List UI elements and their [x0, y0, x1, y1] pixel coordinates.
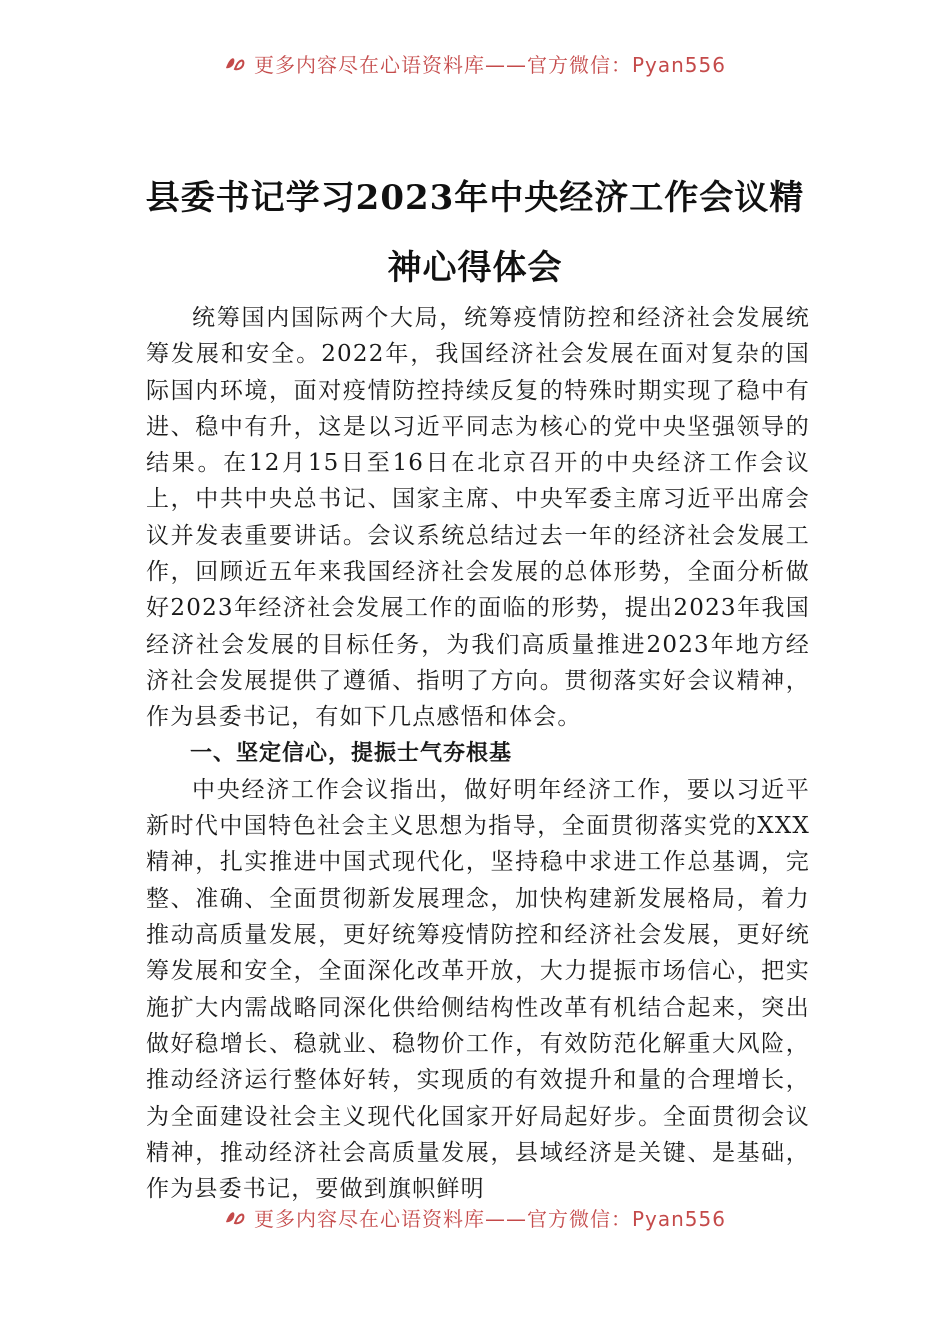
paragraph-section-1: 中央经济工作会议指出，做好明年经济工作，要以习近平新时代中国特色社会主义思想为指导，全面贯彻落实党的XXX精神，扎实推进中国式现代化，坚持稳中求进工作总基调，完整、准确、全面贯彻新发展理念，加快构建新发展格局，着力推动高质量发展，更好统筹疫情防控和经济社会发展，更好统筹发展和安全，全面深化改革开放，大力提振市场信心，把实施扩大内需战略同深化供给侧结构性改革有机结合起来，突出做好稳增长、稳就业、稳物价工作，有效防范化解重大风险，推动经济运行整体好转，实现质的有效提升和量的合理增长，为全面建设社会主义现代化国家开好局起好步。全面贯彻会议精神，推动经济社会高质量发展，县域经济是关键、是基础，作为县委书记，要做到旗帜鲜明 — [146, 776, 810, 1203]
section-heading-1: 一、坚定信心，提振士气夯根基 — [190, 740, 513, 766]
document-title-line-1: 县委书记学习2023年中央经济工作会议精 — [145, 178, 805, 218]
paragraph-intro: 统筹国内国际两个大局，统筹疫情防控和经济社会发展统筹发展和安全。2022年，我国经济社会发展在面对复杂的国际国内环境，面对疫情防控持续反复的特殊时期实现了稳中有进、稳中有升，这是以习近平同志为核心的党中央坚强领导的结果。在12月15日至16日在北京召开的中央经济工作会议上，中共中央总书记、国家主席、中央军委主席习近平出席会议并发表重要讲话。会议系统总结过去一年的经济社会发展工作，回顾近五年来我国经济社会发展的总体形势，全面分析做好2023年经济社会发展工作的面临的形势，提出2023年我国经济社会发展的目标任务，为我们高质量推进2023年地方经济社会发展提供了遵循、指明了方向。贯彻落实好会议精神，作为县委书记，有如下几点感悟和体会。 — [146, 305, 810, 731]
footer-watermark — [0, 1208, 950, 1242]
logo-icon — [224, 54, 246, 72]
document-title-line-2: 神心得体会 — [387, 248, 563, 288]
logo-icon — [224, 1208, 246, 1226]
header-watermark — [0, 54, 950, 88]
watermark-text: 更多内容尽在心语资料库——官方微信：Pyan556 — [253, 1208, 726, 1231]
document-body — [146, 300, 810, 1205]
watermark-text: 更多内容尽在心语资料库——官方微信：Pyan556 — [253, 54, 726, 77]
